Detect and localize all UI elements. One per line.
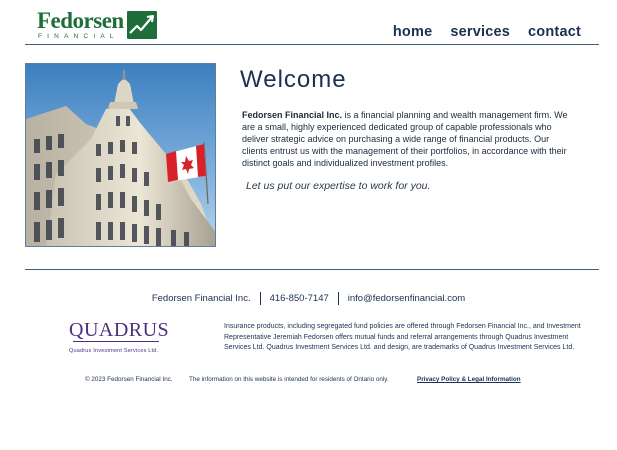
logo-subtitle: FINANCIAL (38, 33, 119, 40)
intro-body: is a financial planning and wealth management firm. We are a small, highly experienced dedicated group of capable professionals who deliver strategic advice on purchasing a wide range of financial products. Our clients entrust us with the management of their portfolios, in accordance with their distinct goals and individualized investment profiles. (242, 110, 568, 168)
privacy-policy-link[interactable]: Privacy Policy & Legal Information (417, 376, 521, 383)
intro-paragraph (242, 109, 572, 169)
quadrus-wordmark: QUADRUS (69, 319, 170, 341)
quadrus-underline (73, 341, 159, 342)
nav-home-link[interactable]: home (392, 24, 433, 40)
contact-email-link[interactable]: info@fedorsenfinancial.com (347, 293, 466, 304)
content-divider (25, 269, 599, 270)
logo-wordmark: Fedorsen (37, 8, 124, 33)
contact-phone[interactable]: 416-850-7147 (269, 293, 329, 304)
intro-company-name: Fedorsen Financial Inc. (242, 110, 343, 120)
quadrus-logo (69, 319, 169, 354)
tagline: Let us put our expertise to work for you. (246, 180, 431, 192)
legal-disclaimer: Insurance products, including segregated fund policies are offered through Fedorsen Financial Inc., and Investment Representative Jeremiah Fedorsen offers mutual funds and referral arrangements through Quadrus Investment Services Ltd. Quadrus Investment Services Ltd. and design, are trademarks of Quadrus Investment Services Ltd. (224, 323, 581, 351)
quadrus-subtitle: Quadrus Investment Services Ltd. (69, 348, 159, 354)
contact-company: Fedorsen Financial Inc. (151, 293, 251, 304)
header-divider (25, 44, 599, 45)
footer (85, 376, 521, 383)
nav-contact-link[interactable]: contact (528, 24, 581, 40)
nav-services-link[interactable]: services (450, 24, 511, 40)
chart-growth-icon (127, 11, 157, 39)
fedorsen-logo[interactable] (37, 10, 157, 42)
welcome-heading: Welcome (240, 66, 347, 93)
contact-info (0, 292, 617, 305)
copyright: © 2023 Fedorsen Financial Inc. (85, 376, 173, 383)
hero-building-image (25, 63, 216, 247)
building-with-flag-illustration (26, 64, 216, 247)
main-nav (393, 24, 581, 40)
residents-notice: The information on this website is intended for residents of Ontario only. (189, 376, 389, 383)
